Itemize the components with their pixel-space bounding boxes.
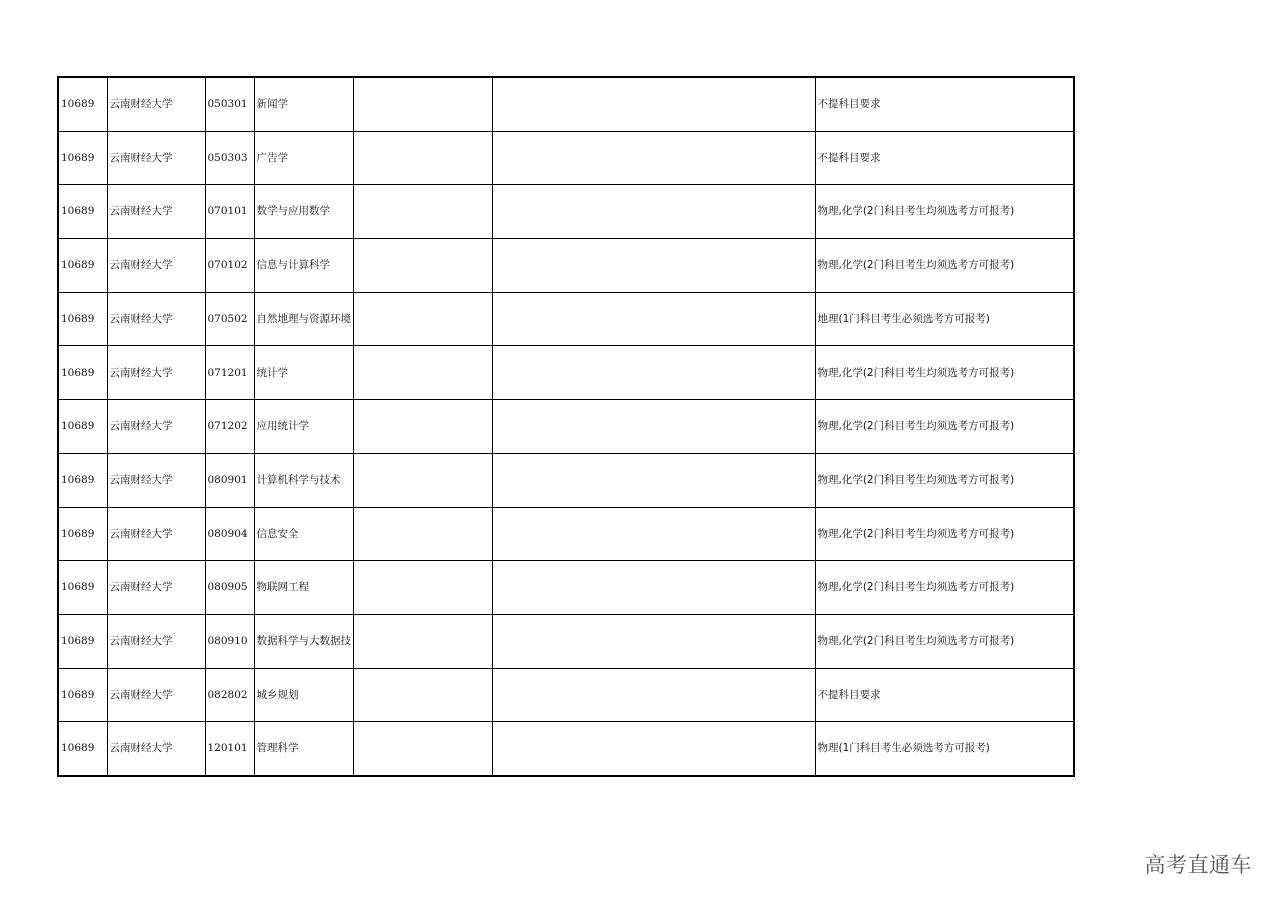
cell-school-name: 云南财经大学 [107, 400, 205, 454]
cell-major-name: 自然地理与资源环境 [254, 292, 353, 346]
cell-major-name: 物联网工程 [254, 561, 353, 615]
cell-major-name: 城乡规划 [254, 668, 353, 722]
cell-major-code: 070102 [205, 239, 254, 293]
cell-major-name: 信息安全 [254, 507, 353, 561]
table-row [58, 561, 1074, 615]
cell-school-name: 云南财经大学 [107, 77, 205, 131]
cell-school-name: 云南财经大学 [107, 507, 205, 561]
cell-school-name: 云南财经大学 [107, 292, 205, 346]
cell-subject-requirement: 物理,化学(2门科目考生均须选考方可报考) [815, 507, 1074, 561]
table-row [58, 668, 1074, 722]
cell-major-code: 050301 [205, 77, 254, 131]
cell-school-code: 10689 [58, 561, 107, 615]
cell-blank-6 [492, 131, 815, 185]
subject-requirements-table [57, 76, 1075, 777]
cell-blank-6 [492, 722, 815, 776]
table-body [58, 77, 1074, 776]
cell-school-name: 云南财经大学 [107, 668, 205, 722]
cell-major-code: 120101 [205, 722, 254, 776]
cell-blank-6 [492, 185, 815, 239]
cell-blank-5 [353, 185, 492, 239]
cell-subject-requirement: 物理(1门科目考生必须选考方可报考) [815, 722, 1074, 776]
cell-school-name: 云南财经大学 [107, 239, 205, 293]
cell-blank-6 [492, 453, 815, 507]
cell-major-code: 080904 [205, 507, 254, 561]
cell-blank-5 [353, 292, 492, 346]
cell-major-name: 广告学 [254, 131, 353, 185]
cell-blank-6 [492, 614, 815, 668]
cell-subject-requirement: 物理,化学(2门科目考生均须选考方可报考) [815, 346, 1074, 400]
cell-school-code: 10689 [58, 185, 107, 239]
cell-blank-5 [353, 239, 492, 293]
table-row [58, 239, 1074, 293]
cell-blank-5 [353, 453, 492, 507]
cell-subject-requirement: 不提科目要求 [815, 77, 1074, 131]
table-row [58, 292, 1074, 346]
cell-blank-6 [492, 346, 815, 400]
cell-major-name: 管理科学 [254, 722, 353, 776]
cell-school-code: 10689 [58, 668, 107, 722]
cell-blank-5 [353, 507, 492, 561]
cell-major-code: 080910 [205, 614, 254, 668]
cell-blank-5 [353, 614, 492, 668]
cell-major-name: 数学与应用数学 [254, 185, 353, 239]
cell-subject-requirement: 物理,化学(2门科目考生均须选考方可报考) [815, 185, 1074, 239]
cell-blank-6 [492, 507, 815, 561]
cell-school-name: 云南财经大学 [107, 131, 205, 185]
table-row [58, 453, 1074, 507]
cell-school-name: 云南财经大学 [107, 722, 205, 776]
cell-blank-5 [353, 400, 492, 454]
cell-blank-6 [492, 292, 815, 346]
cell-major-name: 新闻学 [254, 77, 353, 131]
watermark-text: 高考直通车 [1144, 853, 1252, 877]
cell-school-code: 10689 [58, 131, 107, 185]
cell-major-name: 信息与计算科学 [254, 239, 353, 293]
cell-school-name: 云南财经大学 [107, 614, 205, 668]
cell-blank-5 [353, 722, 492, 776]
cell-major-code: 070101 [205, 185, 254, 239]
cell-blank-6 [492, 668, 815, 722]
cell-major-name: 数据科学与大数据技 [254, 614, 353, 668]
cell-school-code: 10689 [58, 292, 107, 346]
cell-major-code: 080901 [205, 453, 254, 507]
cell-major-code: 071202 [205, 400, 254, 454]
cell-subject-requirement: 物理,化学(2门科目考生均须选考方可报考) [815, 400, 1074, 454]
table-row [58, 400, 1074, 454]
table-row [58, 77, 1074, 131]
table-row [58, 614, 1074, 668]
cell-school-code: 10689 [58, 239, 107, 293]
cell-school-code: 10689 [58, 346, 107, 400]
cell-blank-5 [353, 77, 492, 131]
cell-school-name: 云南财经大学 [107, 185, 205, 239]
cell-major-name: 统计学 [254, 346, 353, 400]
cell-major-code: 050303 [205, 131, 254, 185]
cell-major-code: 070502 [205, 292, 254, 346]
cell-blank-6 [492, 239, 815, 293]
table-row [58, 346, 1074, 400]
cell-school-code: 10689 [58, 614, 107, 668]
cell-school-code: 10689 [58, 77, 107, 131]
cell-blank-6 [492, 77, 815, 131]
cell-subject-requirement: 地理(1门科目考生必须选考方可报考) [815, 292, 1074, 346]
cell-major-name: 应用统计学 [254, 400, 353, 454]
cell-blank-5 [353, 346, 492, 400]
cell-major-name: 计算机科学与技术 [254, 453, 353, 507]
cell-blank-6 [492, 561, 815, 615]
table-row [58, 131, 1074, 185]
cell-major-code: 082802 [205, 668, 254, 722]
cell-school-name: 云南财经大学 [107, 561, 205, 615]
cell-subject-requirement: 物理,化学(2门科目考生均须选考方可报考) [815, 453, 1074, 507]
table-row [58, 507, 1074, 561]
cell-school-code: 10689 [58, 453, 107, 507]
cell-major-code: 071201 [205, 346, 254, 400]
cell-school-name: 云南财经大学 [107, 346, 205, 400]
cell-subject-requirement: 不提科目要求 [815, 668, 1074, 722]
table-row [58, 722, 1074, 776]
cell-subject-requirement: 物理,化学(2门科目考生均须选考方可报考) [815, 561, 1074, 615]
cell-subject-requirement: 物理,化学(2门科目考生均须选考方可报考) [815, 614, 1074, 668]
cell-subject-requirement: 不提科目要求 [815, 131, 1074, 185]
cell-major-code: 080905 [205, 561, 254, 615]
table-row [58, 185, 1074, 239]
cell-blank-5 [353, 668, 492, 722]
cell-school-code: 10689 [58, 507, 107, 561]
cell-blank-6 [492, 400, 815, 454]
cell-blank-5 [353, 131, 492, 185]
cell-blank-5 [353, 561, 492, 615]
cell-school-code: 10689 [58, 722, 107, 776]
cell-school-code: 10689 [58, 400, 107, 454]
cell-subject-requirement: 物理,化学(2门科目考生均须选考方可报考) [815, 239, 1074, 293]
cell-school-name: 云南财经大学 [107, 453, 205, 507]
